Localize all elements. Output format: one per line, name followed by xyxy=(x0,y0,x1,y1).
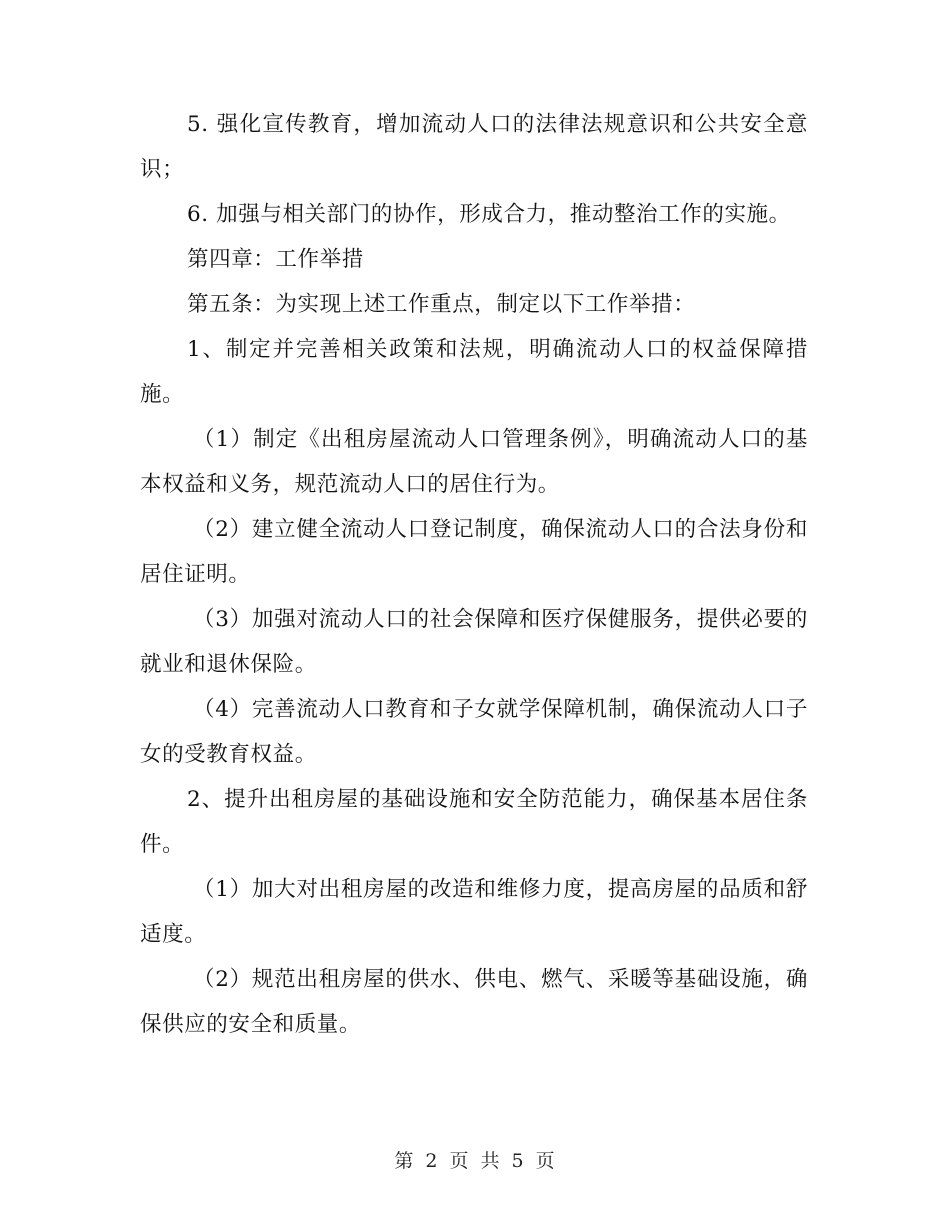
measure-1-sub-1: （1）制定《出租房屋流动人口管理条例》，明确流动人口的基本权益和义务，规范流动人口的居住行为。 xyxy=(140,427,808,497)
paragraph-item-6: 6. 加强与相关部门的协作，形成合力，推动整治工作的实施。 xyxy=(187,202,791,227)
article-heading: 第五条：为实现上述工作重点，制定以下工作举措： xyxy=(187,292,696,317)
chapter-heading: 第四章：工作举措 xyxy=(187,247,364,272)
measure-1-sub-3: （3）加强对流动人口的社会保障和医疗保健服务，提供必要的就业和退休保险。 xyxy=(140,607,808,677)
page-number-footer: 第 2 页 共 5 页 xyxy=(394,1150,556,1172)
measure-1-sub-2: （2）建立健全流动人口登记制度，确保流动人口的合法身份和居住证明。 xyxy=(140,517,808,587)
measure-1-sub-4: （4）完善流动人口教育和子女就学保障机制，确保流动人口子女的受教育权益。 xyxy=(140,697,808,767)
measure-2-sub-2: （2）规范出租房屋的供水、供电、燃气、采暖等基础设施，确保供应的安全和质量。 xyxy=(140,967,808,1037)
paragraph-item-5: 5. 强化宣传教育，增加流动人口的法律法规意识和公共安全意识； xyxy=(140,112,808,182)
measure-2-sub-1: （1）加大对出租房屋的改造和维修力度，提高房屋的品质和舒适度。 xyxy=(140,877,808,947)
measure-2: 2、提升出租房屋的基础设施和安全防范能力，确保基本居住条件。 xyxy=(140,787,808,857)
measure-1: 1、制定并完善相关政策和法规，明确流动人口的权益保障措施。 xyxy=(140,337,808,407)
document-body xyxy=(140,102,808,1047)
